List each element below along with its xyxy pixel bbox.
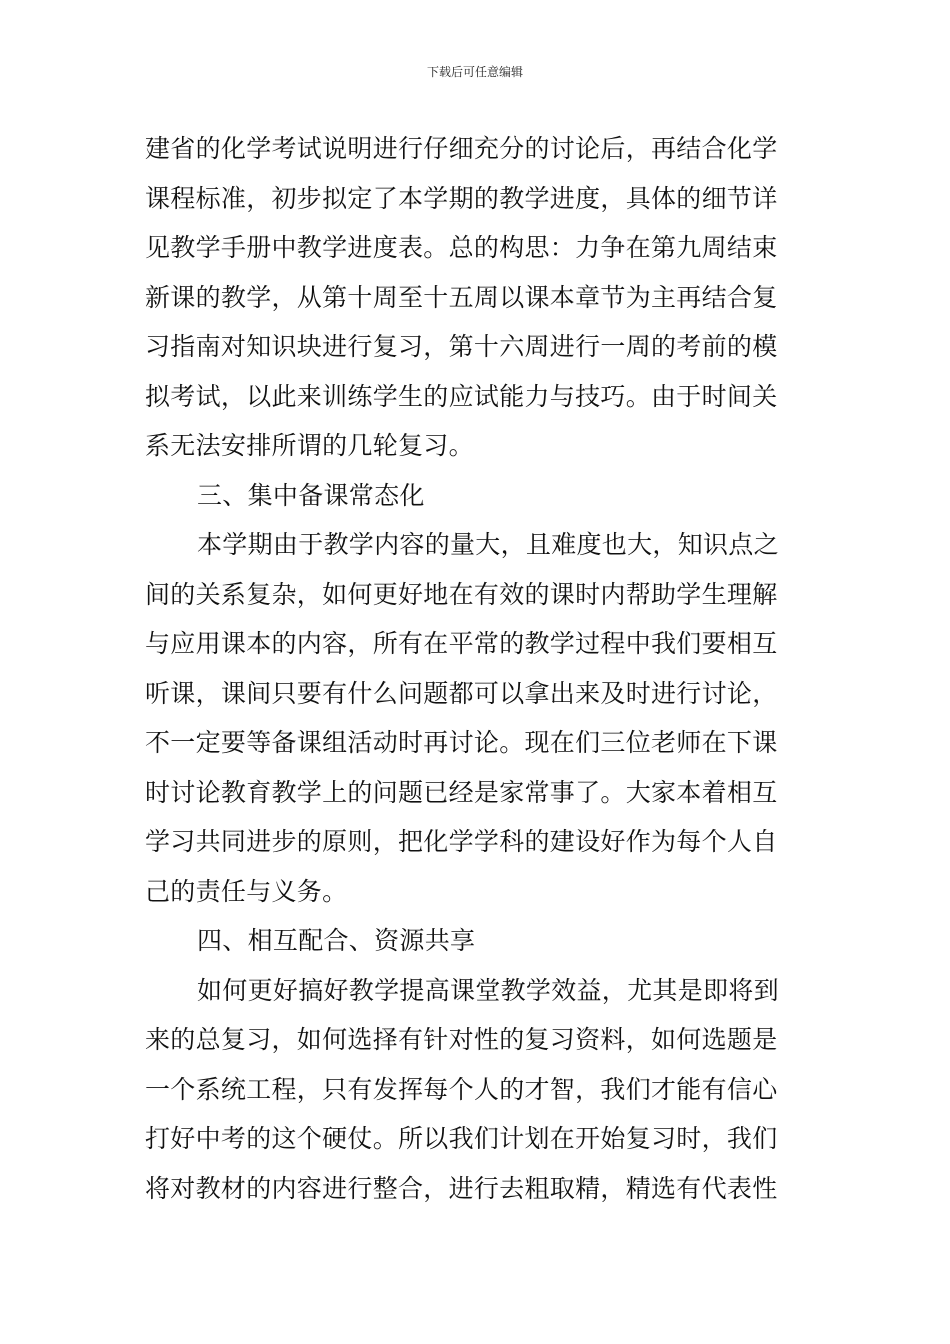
section-heading-4: 四、相互配合、资源共享	[197, 926, 476, 955]
text-line: 一个系统工程，只有发挥每个人的才智，我们才能有信心	[145, 1074, 778, 1104]
page-header: 下载后可任意编辑	[426, 65, 523, 79]
text-line: 时讨论教育教学上的问题已经是家常事了。大家本着相互	[145, 777, 778, 807]
text-line: 习指南对知识块进行复习，第十六周进行一周的考前的模	[145, 332, 778, 361]
text-line: 拟考试，以此来训练学生的应试能力与技巧。由于时间关	[145, 381, 778, 411]
text-line: 将对教材的内容进行整合，进行去粗取精，精选有代表性	[145, 1173, 778, 1203]
text-line: 课程标准，初步拟定了本学期的教学进度，具体的细节详	[145, 183, 778, 213]
text-line: 听课，课间只要有什么问题都可以拿出来及时进行讨论，	[145, 678, 778, 708]
section-heading-3: 三、集中备课常态化	[197, 480, 425, 510]
text-line: 见教学手册中教学进度表。总的构思：力争在第九周结束	[145, 233, 778, 262]
text-line: 间的关系复杂，如何更好地在有效的课时内帮助学生理解	[145, 579, 778, 609]
paragraph-first-line: 如何更好搞好教学提高课堂教学效益，尤其是即将到	[197, 975, 779, 1005]
paragraph-first-line: 本学期由于教学内容的量大，且难度也大，知识点之	[197, 530, 779, 559]
text-line: 与应用课本的内容，所有在平常的教学过程中我们要相互	[145, 629, 778, 658]
text-line: 学习共同进步的原则，把化学学科的建设好作为每个人自	[145, 827, 778, 856]
document-body	[145, 124, 807, 1213]
text-line: 不一定要等备课组活动时再讨论。现在们三位老师在下课	[145, 728, 778, 757]
text-line: 新课的教学，从第十周至十五周以课本章节为主再结合复	[145, 282, 778, 312]
text-line: 打好中考的这个硬仗。所以我们计划在开始复习时，我们	[145, 1124, 778, 1153]
text-line: 己的责任与义务。	[145, 876, 348, 906]
text-line: 建省的化学考试说明进行仔细充分的讨论后，再结合化学	[145, 134, 778, 163]
text-line: 系无法安排所谓的几轮复习。	[145, 431, 474, 460]
text-line: 来的总复习，如何选择有针对性的复习资料，如何选题是	[145, 1025, 778, 1054]
